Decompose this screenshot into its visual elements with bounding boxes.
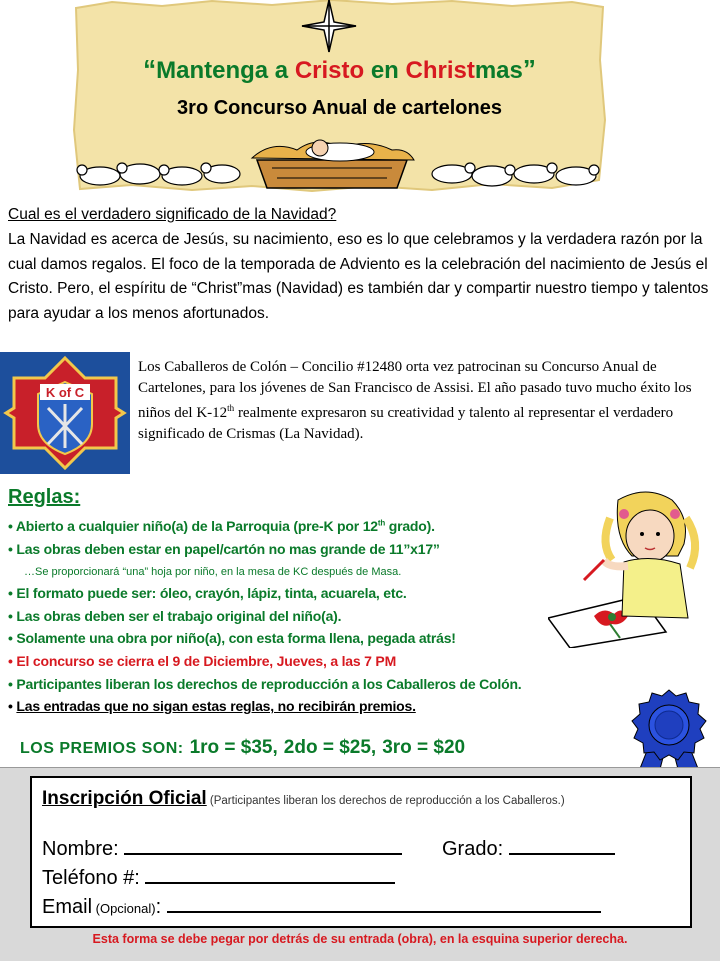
rule-4-text: Las obras deben ser el trabajo original del niño(a). <box>16 608 342 624</box>
rule-item-6 <box>8 653 396 669</box>
rule-3-text: El formato puede ser: óleo, crayón, lápiz, tinta, acuarela, etc. <box>16 585 407 601</box>
prize-third: 3ro = $20 <box>382 737 466 758</box>
rule-bullet: • <box>8 630 13 646</box>
kofc-logo-text: K of C <box>45 385 85 400</box>
name-label: Nombre: <box>42 838 125 860</box>
prize-first: 1ro = $35, <box>189 737 278 758</box>
phone-label: Teléfono #: <box>42 867 146 889</box>
title-open-quote: “ <box>143 54 157 84</box>
rule-2-text: Las obras deben estar en papel/cartón no mas grande de 11”x17” <box>16 541 440 557</box>
rule-item-8 <box>8 698 416 714</box>
kofc-emblem-icon <box>0 352 130 474</box>
intro-paragraph: La Navidad es acerca de Jesús, su nacimiento, eso es lo que celebramos y la verdadera razón por la cual damos regalos. El foco de la temporada de Adviento es la celebración del nacimiento de Jesús el Cristo. Pero, el espíritu de “Christ”mas (Navidad) es también dar y compartir nuestro tiempo y talentos para ayudar a los menos afortunados. <box>8 231 709 322</box>
kofc-text-main: Los Caballeros de Colón – Concilio #12480 orta vez patrocinan su Concurso Anual de Cartelones, para los jóvenes de San Francisco de Assisi. El año pasado tuvo mucho éxito los niños del K-12 <box>138 359 692 421</box>
rules-title: Reglas: <box>8 486 81 508</box>
rule-bullet: • <box>8 518 13 534</box>
form-footer-note: Esta forma se debe pegar por detrás de su entrada (obra), en la esquina superior derecha. <box>92 932 628 946</box>
rule-7-text: Participantes liberan los derechos de reproducción a los Caballeros de Colón. <box>16 676 522 692</box>
email-label: Email <box>42 896 93 918</box>
email-colon: : <box>155 896 162 918</box>
rule-6-text: El concurso se cierra el 9 de Diciembre, Jueves, a las 7 PM <box>16 653 397 669</box>
banner-subtitle: 3ro Concurso Anual de cartelones <box>177 97 502 119</box>
form-title-text: Inscripción Oficial <box>42 788 207 809</box>
grade-label: Grado: <box>442 838 509 860</box>
nativity-banner <box>72 0 607 192</box>
title-part-mas: mas <box>474 57 523 84</box>
prizes-label: LOS PREMIOS SON <box>20 740 178 757</box>
rule-bullet: • <box>8 698 13 714</box>
kofc-text-sup: th <box>227 403 235 413</box>
rule-1-sup: th <box>377 518 386 528</box>
rule-item-3 <box>8 585 407 601</box>
grade-input-line[interactable] <box>509 837 615 855</box>
rule-bullet: • <box>8 585 13 601</box>
title-part-1: Mantenga a <box>156 57 295 84</box>
rule-bullet: • <box>8 676 13 692</box>
prizes-line <box>20 737 465 759</box>
rule-item-1 <box>8 518 435 534</box>
rule-1-text: Abierto a cualquier niño(a) de la Parroquia (pre-K por 12 <box>15 518 378 534</box>
name-input-line[interactable] <box>124 837 402 855</box>
kofc-text-end: realmente expresaron su creatividad y talento al representar el verdadero significado de Crismas (La Navidad). <box>138 405 674 442</box>
rule-1-end: grado). <box>385 518 435 534</box>
kofc-paragraph <box>138 357 698 444</box>
phone-input-line[interactable] <box>145 866 395 884</box>
form-title-note: (Participantes liberan los derechos de reproducción a los Caballeros.) <box>206 795 565 807</box>
girl-drawing-icon <box>548 488 720 648</box>
rule-8-text: Las entradas que no sigan estas reglas, no recibirán premios. <box>16 698 416 714</box>
rule-item-7 <box>8 676 521 692</box>
name-field-row <box>42 837 402 861</box>
prize-second: 2do = $25, <box>283 737 377 758</box>
rule-bullet: • <box>8 653 13 669</box>
email-input-line[interactable] <box>167 895 601 913</box>
title-close-quote: ” <box>522 54 536 84</box>
title-part-christ: Christ <box>405 57 475 84</box>
title-part-en: en <box>364 57 406 84</box>
email-field-row <box>42 895 601 919</box>
rule-bullet: • <box>8 608 13 624</box>
rule-5-text: Solamente una obra por niño(a), con esta forma llena, pegada atrás! <box>16 630 456 646</box>
rule-bullet: • <box>8 541 13 557</box>
rule-item-2 <box>8 541 440 557</box>
phone-field-row <box>42 866 395 890</box>
intro-question: Cual es el verdadero significado de la Navidad? <box>8 206 337 223</box>
form-title <box>42 788 565 810</box>
grade-field-row <box>442 837 615 861</box>
prizes-colon: : <box>177 740 184 757</box>
rule-item-5 <box>8 630 456 646</box>
rule-item-4 <box>8 608 341 624</box>
rule-note: …Se proporcionará “una” hoja por niño, en la mesa de KC después de Masa. <box>24 566 402 578</box>
email-optional-label: (Opcional) <box>92 901 156 916</box>
banner-title <box>72 54 607 85</box>
title-part-cristo: Cristo <box>294 57 365 84</box>
